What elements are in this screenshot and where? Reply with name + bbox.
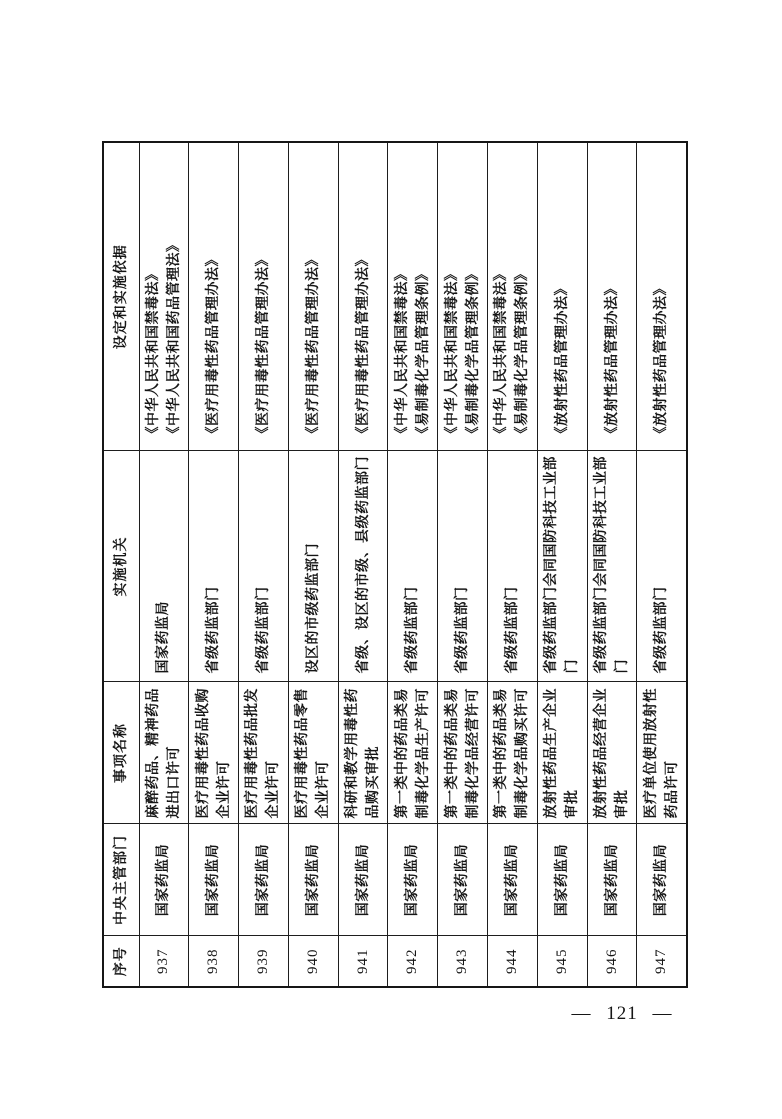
cell-implementing-agency: 省级药监部门 — [488, 451, 538, 682]
cell-implementing-agency: 省级药监部门会同国防科技工业部门 — [537, 451, 587, 682]
cell-implementing-agency: 国家药监局 — [139, 451, 189, 682]
table-row-943 — [438, 142, 488, 987]
cell-central-department: 国家药监局 — [438, 824, 488, 936]
table-row-942 — [388, 142, 438, 987]
cell-item-name: 麻醉药品、精神药品进出口许可 — [139, 682, 189, 824]
cell-implementing-agency: 省级药监部门 — [388, 451, 438, 682]
cell-implementing-agency: 省级、设区的市级、县级药监部门 — [338, 451, 388, 682]
cell-item-name: 医疗用毒性药品零售企业许可 — [288, 682, 338, 824]
cell-central-department: 国家药监局 — [239, 824, 289, 936]
cell-central-department: 国家药监局 — [388, 824, 438, 936]
legal-basis-entry: 《放射性药品管理办法》 — [653, 281, 670, 441]
table-row-947 — [637, 142, 687, 987]
table-row-940 — [288, 142, 338, 987]
cell-item-name: 放射性药品生产企业审批 — [537, 682, 587, 824]
cell-implementing-agency: 省级药监部门 — [239, 451, 289, 682]
cell-legal-basis — [438, 142, 488, 451]
cell-serial-number: 944 — [488, 936, 538, 987]
cell-serial-number: 941 — [338, 936, 388, 987]
cell-legal-basis — [637, 142, 687, 451]
table-row-938 — [189, 142, 239, 987]
legal-basis-entry: 《医疗用毒性药品管理办法》 — [354, 252, 371, 441]
table-row-945 — [537, 142, 587, 987]
legal-basis-entry: 《中华人民共和国禁毒法》 — [493, 266, 510, 441]
page-number: — 121 — — [571, 1003, 673, 1024]
cell-legal-basis — [488, 142, 538, 451]
cell-item-name: 第一类中的药品类易制毒化学品经营许可 — [438, 682, 488, 824]
table-row-944 — [488, 142, 538, 987]
cell-serial-number: 942 — [388, 936, 438, 987]
legal-basis-entry: 《中华人民共和国药品管理法》 — [165, 237, 182, 441]
cell-serial-number: 940 — [288, 936, 338, 987]
cell-central-department: 国家药监局 — [537, 824, 587, 936]
cell-item-name: 放射性药品经营企业审批 — [587, 682, 637, 824]
cell-item-name: 第一类中的药品类易制毒化学品购买许可 — [488, 682, 538, 824]
cell-legal-basis — [139, 142, 189, 451]
column-header-agency: 实施机关 — [103, 451, 139, 682]
column-header-dept: 中央主管部门 — [103, 824, 139, 936]
legal-basis-entry: 《易制毒化学品管理条例》 — [414, 266, 431, 441]
legal-basis-entry: 《易制毒化学品管理条例》 — [514, 266, 531, 441]
cell-legal-basis — [189, 142, 239, 451]
column-header-item: 事项名称 — [103, 682, 139, 824]
legal-basis-entry: 《放射性药品管理办法》 — [553, 281, 570, 441]
cell-implementing-agency: 省级药监部门 — [637, 451, 687, 682]
cell-central-department: 国家药监局 — [637, 824, 687, 936]
cell-serial-number: 946 — [587, 936, 637, 987]
cell-legal-basis — [537, 142, 587, 451]
cell-serial-number: 947 — [637, 936, 687, 987]
cell-implementing-agency: 省级药监部门 — [438, 451, 488, 682]
table-header-row — [103, 142, 139, 987]
cell-legal-basis — [338, 142, 388, 451]
legal-basis-entry: 《易制毒化学品管理条例》 — [464, 266, 481, 441]
legal-basis-entry: 《中华人民共和国禁毒法》 — [393, 266, 410, 441]
cell-serial-number: 943 — [438, 936, 488, 987]
cell-item-name: 科研和教学用毒性药品购买审批 — [338, 682, 388, 824]
cell-legal-basis — [288, 142, 338, 451]
cell-central-department: 国家药监局 — [288, 824, 338, 936]
cell-implementing-agency: 省级药监部门会同国防科技工业部门 — [587, 451, 637, 682]
legal-basis-entry: 《放射性药品管理办法》 — [603, 281, 620, 441]
cell-serial-number: 938 — [189, 936, 239, 987]
rotated-table-container — [102, 143, 686, 988]
table-row-939 — [239, 142, 289, 987]
approval-items-table — [102, 141, 688, 988]
legal-basis-entry: 《中华人民共和国禁毒法》 — [144, 266, 161, 441]
table-row-946 — [587, 142, 637, 987]
cell-central-department: 国家药监局 — [587, 824, 637, 936]
cell-serial-number: 945 — [537, 936, 587, 987]
cell-implementing-agency: 省级药监部门 — [189, 451, 239, 682]
cell-item-name: 医疗单位使用放射性药品许可 — [637, 682, 687, 824]
cell-central-department: 国家药监局 — [488, 824, 538, 936]
cell-serial-number: 937 — [139, 936, 189, 987]
cell-legal-basis — [587, 142, 637, 451]
legal-basis-entry: 《中华人民共和国禁毒法》 — [443, 266, 460, 441]
cell-item-name: 医疗用毒性药品收购企业许可 — [189, 682, 239, 824]
legal-basis-entry: 《医疗用毒性药品管理办法》 — [304, 252, 321, 441]
table-row-941 — [338, 142, 388, 987]
cell-central-department: 国家药监局 — [139, 824, 189, 936]
cell-item-name: 第一类中的药品类易制毒化学品生产许可 — [388, 682, 438, 824]
cell-legal-basis — [239, 142, 289, 451]
cell-serial-number: 939 — [239, 936, 289, 987]
cell-item-name: 医疗用毒性药品批发企业许可 — [239, 682, 289, 824]
cell-implementing-agency: 设区的市级药监部门 — [288, 451, 338, 682]
legal-basis-entry: 《医疗用毒性药品管理办法》 — [205, 252, 222, 441]
table-row-937 — [139, 142, 189, 987]
cell-central-department: 国家药监局 — [338, 824, 388, 936]
legal-basis-entry: 《医疗用毒性药品管理办法》 — [254, 252, 271, 441]
column-header-basis: 设定和实施依据 — [103, 142, 139, 451]
column-header-no: 序号 — [103, 936, 139, 987]
cell-legal-basis — [388, 142, 438, 451]
cell-central-department: 国家药监局 — [189, 824, 239, 936]
